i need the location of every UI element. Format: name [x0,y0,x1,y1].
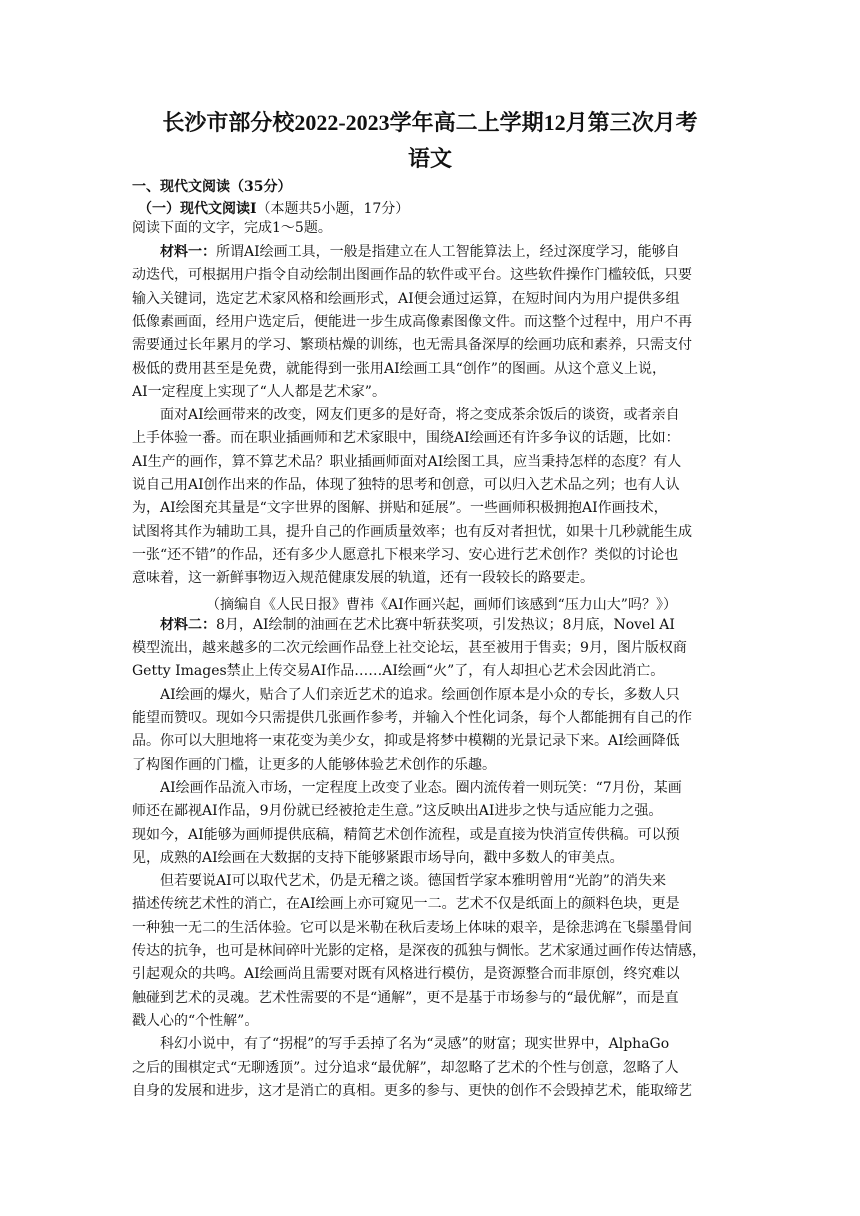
paragraph-line: 需要通过长年累月的学习、繁琐枯燥的训练，也无需具备深厚的绘画功底和素养，只需支付 [132,337,692,354]
material-label: 材料一： [160,244,216,260]
paragraph-line: 但若要说AI可以取代艺术，仍是无稽之谈。德国哲学家本雅明曾用“光韵”的消失来 [160,873,666,890]
paragraph-line: 动迭代，可根据用户指令自动绘制出图画作品的软件或平台。这些软件操作门槛较低，只要 [132,267,692,284]
paragraph-line: AI绘画的爆火，贴合了人们亲近艺术的追求。绘画创作原本是小众的专长，多数人只 [160,686,680,703]
paragraph-line: 传达的抗争，也可是林间碎叶光影的定格，是深夜的孤独与惆怅。艺术家通过画作传达情感， [132,943,706,959]
paragraph-line: 引起观众的共鸣。AI绘画尚且需要对既有风格进行模仿，是资源整合而非原创，终究难以 [132,966,680,983]
paragraph-line: 意味着，这一新鲜事物迈入规范健康发展的轨道，还有一段较长的路要走。 [132,570,594,587]
paragraph-line: 低像素画面，经用户选定后，便能进一步生成高像素图像文件。而这整个过程中，用户不再 [132,313,692,330]
paragraph-line: 材料二：8月，AI绘制的油画在艺术比赛中斩获奖项，引发热议；8月底，Novel AI [160,616,675,633]
paragraph-line: 见，成熟的AI绘画在大数据的支持下能够紧跟市场导向，戳中多数人的审美点。 [132,849,624,866]
paragraph-line: 一种独一无二的生活体验。它可以是米勒在秋后麦场上体味的艰辛，是徐悲鸿在飞鬃墨骨间 [132,919,692,936]
paragraph-line: 科幻小说中，有了“拐棍”的写手丢掉了名为“灵感”的财富；现实世界中，AlphaGo [160,1036,670,1053]
paragraph-line: 输入关键词，选定艺术家风格和绘画形式，AI便会通过运算，在短时间内为用户提供多组 [132,290,680,307]
exam-title: 长沙市部分校2022-2023学年高二上学期12月第三次月考 [162,110,698,135]
paragraph-line: 戳人心的“个性解”。 [132,1012,259,1029]
paragraph-line: AI一定程度上实现了“人人都是艺术家”。 [132,383,386,400]
paragraph-line: 现如今，AI能够为画师提供底稿，精简艺术创作流程，或是直接为快消宣传供稿。可以预 [132,826,680,843]
paragraph-line: 了构图作画的门槛，让更多的人能够体验艺术创作的乐趣。 [132,756,496,773]
paragraph-line: AI绘画作品流入市场，一定程度上改变了业态。圈内流传着一则玩笑：“7月份，某画 [160,779,682,796]
paragraph-line: 模型流出，越来越多的二次元绘画作品登上社交论坛，甚至被用于售卖；9月，图片版权商 [132,640,687,657]
paragraph-line: 之后的围棋定式“无聊透顶”。过分追求“最优解”，却忽略了艺术的个性与创意，忽略了人 [132,1059,679,1076]
paragraph-line: 能望而赞叹。现如今只需提供几张画作参考，并输入个性化词条，每个人都能拥有自己的作 [132,710,692,726]
paragraph-line: Getty Images禁止上传交易AI作品……AI绘画“火”了，有人却担心艺术会因此消亡。 [132,663,665,680]
paragraph-line: 面对AI绘画带来的改变，网友们更多的是好奇，将之变成茶余饭后的谈资，或者亲自 [160,407,680,424]
paragraph-line: 一张“还不错”的作品，还有多少人愿意扎下根来学习、安心进行艺术创作？类似的讨论也 [132,546,679,563]
instruction-text: 阅读下面的文字，完成1～5题。 [132,220,332,236]
subsection-label: （一）现代文阅读Ⅰ [138,201,257,217]
paragraph-line: 品。你可以大胆地将一束花变为美少女，抑或是将梦中模糊的光景记录下来。AI绘画降低 [132,733,680,750]
subsection-note: （本题共5小题，17分） [256,201,410,217]
paragraph-line: AI生产的画作，算不算艺术品？职业插画师面对AI绘图工具，应当秉持怎样的态度？有人 [132,453,682,470]
subsection-heading [138,198,409,218]
paragraph-line: 自身的发展和进步，这才是消亡的真相。更多的参与、更快的创作不会毁掉艺术，能取缔艺 [132,1082,692,1099]
paragraph-line: 上手体验一番。而在职业插画师和艺术家眼中，围绕AI绘画还有许多争议的话题，比如： [132,430,680,447]
paragraph-line: 材料一：所谓AI绘画工具，一般是指建立在人工智能算法上，经过深度学习，能够自 [160,244,680,260]
exam-subject: 语文 [407,146,452,171]
paragraph-line: 试图将其作为辅助工具，提升自己的作画质量效率；也有反对者担忧，如果十几秒就能生成 [132,523,692,540]
material-label: 材料二： [160,616,216,633]
paragraph-line: 触碰到艺术的灵魂。艺术性需要的不是“通解”，更不是基于市场参与的“最优解”，而是直 [132,989,679,1006]
paragraph-line: 极低的费用甚至是免费，就能得到一张用AI绘画工具“创作”的图画。从这个意义上说， [132,360,666,377]
source-citation: （摘编自《人民日报》曹祎《AI作画兴起，画师们该感到“压力山大”吗？》） [206,596,677,613]
paragraph-line: 说自己用AI创作出来的作品，体现了独特的思考和创意，可以归入艺术品之列；也有人认 [132,477,680,493]
paragraph-line: 为，AI绘图充其量是“文字世界的图解、拼贴和延展”。一些画师积极拥抱AI作画技术， [132,500,668,517]
paragraph-line: 描述传统艺术性的消亡，在AI绘画上亦可窥见一二。艺术不仅是纸面上的颜料色块，更是 [132,896,680,913]
section-heading: 一、现代文阅读（35分） [132,179,292,195]
paragraph-line: 师还在鄙视AI作品，9月份就已经被抢走生意。”这反映出AI进步之快与适应能力之强。 [132,803,663,820]
